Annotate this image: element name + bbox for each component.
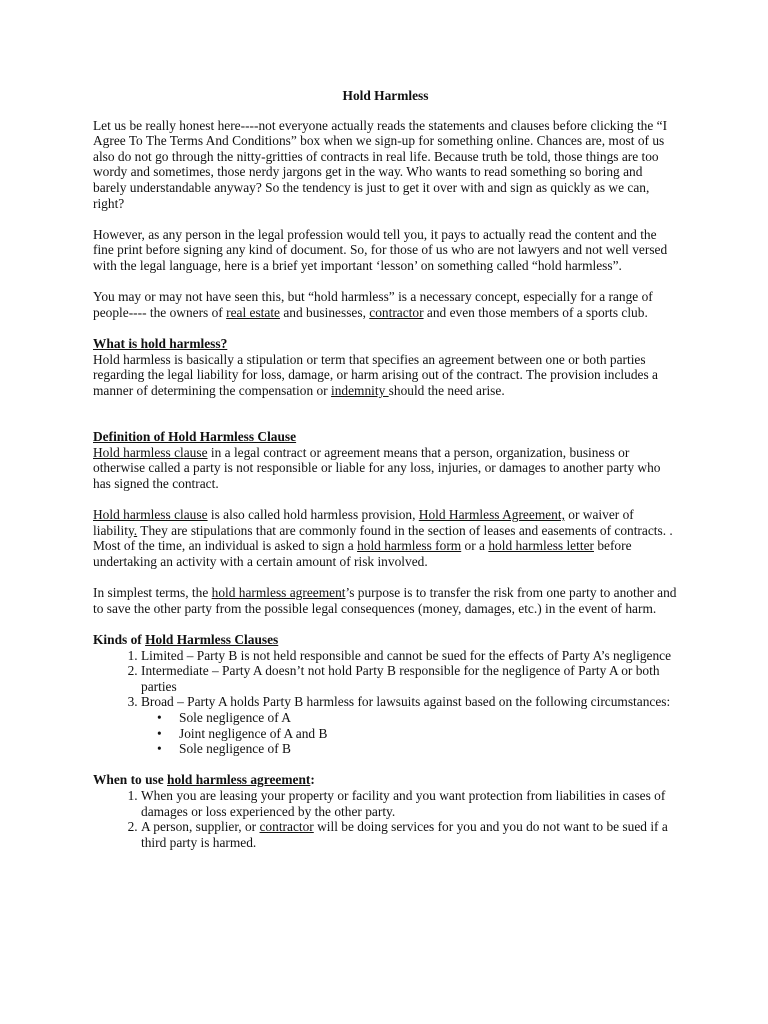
text-span: Hold harmless is basically a stipulation or term that specifies an agreement between one or both parties regarding the legal liability for loss, damage, or harm arising out of the contract. The provision includes a manner of determining the compensation or <box>93 351 658 398</box>
what-paragraph <box>93 352 678 399</box>
text-span: Kinds of <box>93 632 146 647</box>
definition-paragraph-1 <box>93 445 678 492</box>
list-item <box>141 694 678 756</box>
intro-paragraph-3 <box>93 289 678 320</box>
hold-harmless-letter-link[interactable]: hold harmless letter <box>488 538 594 554</box>
definition-paragraph-2 <box>93 507 678 569</box>
kinds-list <box>93 648 678 757</box>
text-span: ’s purpose is to transfer the risk from one party to another and to save the other party from the possible legal consequences (money, damages, etc.) in the event of harm. <box>93 585 677 616</box>
intro-paragraph-1: Let us be really honest here----not everyone actually reads the statements and clauses before clicking the “I Agree To The Terms And Conditions” box when we sign-up for something online. Chances are, most of us also do not go through the nitty-gritties of contracts in real life. Because truth be told, those things are too wordy and sometimes, those nerdy jargons get in the way. Who wants to read something so boring and barely understandable anyway? So the tendency is just to get it over with and sign as quickly as we can, right? <box>93 117 668 211</box>
text-span: When to use <box>93 772 168 788</box>
text-span: is also called hold harmless provision, <box>207 507 419 523</box>
text-span: In simplest terms, the <box>93 585 212 601</box>
hold-harmless-agreement-link-2[interactable]: hold harmless agreement <box>211 585 346 601</box>
list-item: 1. Limited – Party B is not held responsible and cannot be sued for the effects of Party A’s negligence <box>141 648 678 664</box>
text-span: and businesses, <box>280 304 370 320</box>
kinds-heading <box>93 632 678 648</box>
bullet-item: • Sole negligence of B <box>179 741 678 757</box>
text-span: will be doing services for you and you do not want to be sued if a third party is harmed. <box>141 819 668 850</box>
text-span: Broad – Party A holds Party B harmless for lawsuits against based on the following circumstances: <box>141 694 671 710</box>
list-item: 2. Intermediate – Party A doesn’t not hold Party B responsible for the negligence of Party A or both parties <box>141 663 678 694</box>
hold-harmless-form-link[interactable]: hold harmless form <box>357 538 462 554</box>
what-heading: What is hold harmless? <box>93 335 228 351</box>
list-item <box>141 819 678 850</box>
bullet-item: • Joint negligence of A and B <box>179 726 678 742</box>
hold-harmless-clause-link-2[interactable]: Hold harmless clause <box>93 507 208 523</box>
text-span: or waiver of liability <box>93 507 634 538</box>
text-span: in a legal contract or agreement means that a person, organization, business or otherwise called a party is not responsible or liable for any loss, injuries, or damages to another party who has signed the contract. <box>93 444 661 492</box>
text-span: and even those members of a sports club. <box>423 304 648 320</box>
definition-heading: Definition of Hold Harmless Clause <box>93 429 297 445</box>
text-span: or a <box>461 538 489 554</box>
bullet-item: • Sole negligence of A <box>179 710 678 726</box>
text-span: should the need arise. <box>388 382 505 398</box>
hold-harmless-clauses-link[interactable]: Hold Harmless Clauses <box>145 632 279 647</box>
when-heading <box>93 772 678 788</box>
hold-harmless-clause-link[interactable]: Hold harmless clause <box>93 444 208 460</box>
real-estate-link[interactable]: real estate <box>226 304 281 320</box>
text-span: before undertaking an activity with a certain amount of risk involved. <box>93 538 632 570</box>
document-body <box>93 88 678 850</box>
bullet-list <box>141 710 678 757</box>
text-span: A person, supplier, or <box>141 819 260 835</box>
text-span: : <box>310 772 315 788</box>
list-item: 1. When you are leasing your property or facility and you want protection from liabilities in cases of damages or loss experienced by the other party. <box>141 788 678 819</box>
intro-paragraph-2: However, as any person in the legal profession would tell you, it pays to actually read the content and the fine print before signing any kind of document. So, for those of us who are not lawyers and not well versed with the legal language, here is a brief yet important ‘lesson’ on something called “hold harmless”. <box>93 226 668 273</box>
document-title: Hold Harmless <box>342 88 429 103</box>
contractor-link-2[interactable]: contractor <box>259 819 314 835</box>
hold-harmless-agreement-link[interactable]: Hold Harmless Agreement, <box>418 507 565 523</box>
contractor-link[interactable]: contractor <box>369 304 424 320</box>
when-list <box>93 788 678 850</box>
indemnity-link[interactable]: indemnity <box>331 382 389 398</box>
text-span: They are stipulations that are commonly found in the section of leases and easements of contracts. . Most of the time, an individual is asked to sign a <box>93 522 673 554</box>
period-link[interactable]: . <box>133 522 138 538</box>
hold-harmless-agreement-link-3[interactable]: hold harmless agreement <box>167 772 311 788</box>
definition-paragraph-3 <box>93 585 678 616</box>
text-span: You may or may not have seen this, but “hold harmless” is a necessary concept, especially for a range of people---- the owners of <box>93 289 653 320</box>
